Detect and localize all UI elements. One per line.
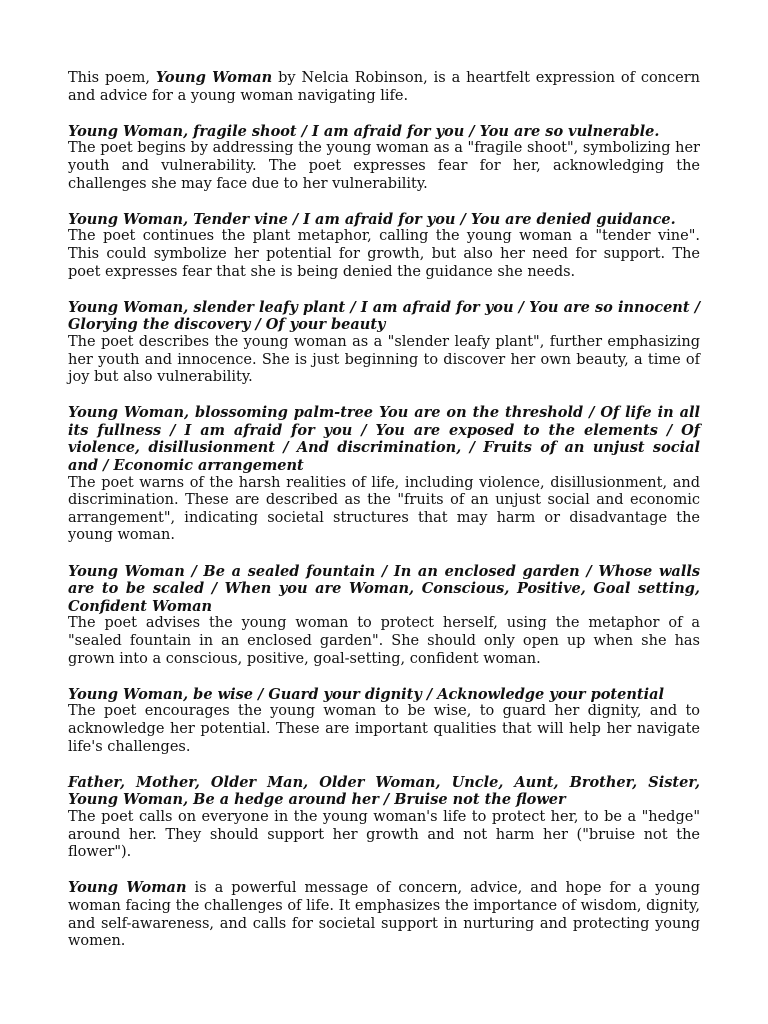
section-3 — [68, 299, 700, 387]
commentary-paragraph: The poet continues the plant metaphor, calling the young woman a "tender vine". This could symbolize her potential for growth, but also her need for support. The poet expresses fear that she is being denied the guidance she needs. — [68, 228, 700, 280]
commentary-paragraph: The poet warns of the harsh realities of life, including violence, disillusionment, and discrimination. These are described as the "fruits of an unjust social and economic arrangement", indicating societal structures that may harm or disadvantage the young woman. — [68, 474, 700, 544]
section-4 — [68, 404, 700, 545]
verse-quote: Young Woman, be wise / Guard your dignity / Acknowledge your potential — [68, 685, 665, 703]
commentary-paragraph: The poet advises the young woman to protect herself, using the metaphor of a "sealed fountain in an enclosed garden". She should only open up when she has grown into a conscious, positive, goal-setting, confident woman. — [68, 615, 700, 667]
section-6 — [68, 686, 700, 756]
poem-title: Young Woman — [155, 69, 273, 86]
document-page — [68, 69, 700, 951]
section-2 — [68, 211, 700, 281]
closing-rest-text: is a powerful message of concern, advice, and hope for a young woman facing the challenges of life. It emphasizes the importance of wisdom, dignity, and self-awareness, and calls for societal support in nurturing and protecting young women. — [68, 880, 701, 950]
section-1 — [68, 123, 700, 193]
commentary-paragraph: The poet calls on everyone in the young woman's life to protect her, to be a "hedge" around her. They should support her growth and not harm her ("bruise not the flower"). — [68, 808, 700, 861]
closing-poem-title: Young Woman — [68, 879, 187, 897]
closing-paragraph — [68, 879, 700, 950]
verse-quote: Young Woman, blossoming palm-tree You are on the threshold / Of life in all its fullness / I am afraid for you / You are exposed to the elements / Of violence, disillusionment / And discrimination, / Fruits of an unjust social and / Economic arrangement — [68, 404, 700, 475]
intro-lead-text: This poem, — [68, 70, 156, 86]
intro-rest-text: by Nelcia Robinson, is a heartfelt expression of concern and advice for a young woman navigating life. — [68, 70, 700, 104]
verse-quote: Young Woman, fragile shoot / I am afraid for you / You are so vulnerable. — [68, 122, 660, 140]
intro-paragraph — [68, 69, 700, 105]
section-7 — [68, 774, 700, 862]
verse-quote: Young Woman, slender leafy plant / I am afraid for you / You are so innocent / Glorying the discovery / Of your beauty — [68, 298, 700, 334]
verse-quote: Young Woman / Be a sealed fountain / In an enclosed garden / Whose walls are to be scaled / When you are Woman, Conscious, Positive, Goal setting, Confident Woman — [68, 562, 700, 615]
commentary-paragraph: The poet encourages the young woman to be wise, to guard her dignity, and to acknowledge her potential. These are important qualities that will help her navigate life's challenges. — [68, 703, 700, 755]
verse-quote: Father, Mother, Older Man, Older Woman, Uncle, Aunt, Brother, Sister, Young Woman, Be a hedge around her / Bruise not the flower — [68, 773, 700, 809]
commentary-paragraph: The poet describes the young woman as a "slender leafy plant", further emphasizing her youth and innocence. She is just beginning to discover her own beauty, a time of joy but also vulnerability. — [68, 333, 700, 386]
commentary-paragraph: The poet begins by addressing the young woman as a "fragile shoot", symbolizing her youth and vulnerability. The poet expresses fear for her, acknowledging the challenges she may face due to her vulnerability. — [68, 140, 700, 192]
section-5 — [68, 563, 700, 669]
verse-quote: Young Woman, Tender vine / I am afraid for you / You are denied guidance. — [68, 210, 676, 228]
